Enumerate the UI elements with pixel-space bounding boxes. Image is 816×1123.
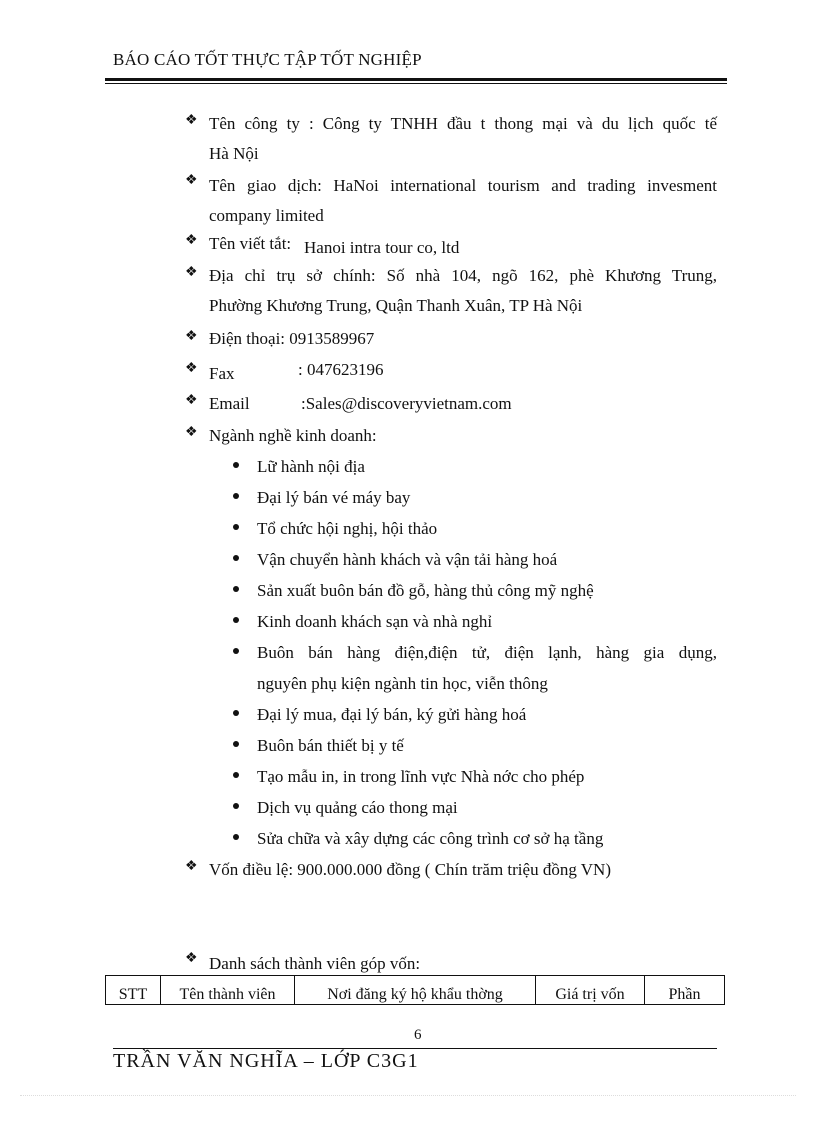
business-line: Đại lý mua, đại lý bán, ký gửi hàng hoá (257, 705, 527, 724)
table-header-cell: STT (106, 976, 161, 1005)
table-header-cell: Phần (645, 976, 725, 1005)
round-bullet-icon (233, 710, 239, 716)
business-line: Sửa chữa và xây dựng các công trình cơ sở hạ tầng (257, 829, 604, 848)
page-number: 6 (414, 1027, 422, 1043)
header-rule-thick (105, 78, 727, 81)
round-bullet-icon (233, 617, 239, 623)
fax-value: : 047623196 (298, 360, 384, 379)
phone-line: Điện thoại: 0913589967 (209, 329, 375, 348)
diamond-bullet-icon: ❖ (185, 859, 198, 874)
trade-name-line-1: Tên giao dịch: HaNoi international tourism and trading invesment (209, 176, 717, 195)
round-bullet-icon (233, 524, 239, 530)
diamond-bullet-icon: ❖ (185, 173, 198, 188)
round-bullet-icon (233, 741, 239, 747)
diamond-bullet-icon: ❖ (185, 393, 198, 408)
round-bullet-icon (233, 493, 239, 499)
table-header-row (106, 976, 725, 1005)
email-value: :Sales@discoveryvietnam.com (301, 394, 512, 413)
table-header-cell: Nơi đăng ký hộ khẩu thờng (295, 976, 536, 1005)
business-line: Dịch vụ quảng cáo thong mại (257, 798, 458, 817)
diamond-bullet-icon: ❖ (185, 951, 198, 966)
business-line: Buôn bán hàng điện,điện tử, điện lạnh, hàng gia dụng, (257, 643, 717, 662)
diamond-bullet-icon: ❖ (185, 233, 198, 248)
business-line: Tạo mẫu in, in trong lĩnh vực Nhà nớc cho phép (257, 767, 585, 786)
round-bullet-icon (233, 648, 239, 654)
round-bullet-icon (233, 462, 239, 468)
table-header-cell: Giá trị vốn (536, 976, 645, 1005)
diamond-bullet-icon: ❖ (185, 113, 198, 128)
business-line: Lữ hành nội địa (257, 457, 365, 476)
capital-line: Vốn điều lệ: 900.000.000 đồng ( Chín trăm triệu đồng VN) (209, 860, 611, 879)
business-line: Buôn bán thiết bị y tế (257, 736, 404, 755)
members-label: Danh sách thành viên góp vốn: (209, 954, 421, 973)
business-line: Sản xuất buôn bán đồ gỗ, hàng thủ công mỹ nghệ (257, 581, 594, 600)
fax-label: Fax (209, 364, 235, 383)
business-line-continuation: nguyên phụ kiện ngành tin học, viễn thông (257, 674, 548, 693)
business-line: Đại lý bán vé máy bay (257, 488, 411, 507)
address-line-1: Địa chỉ trụ sở chính: Số nhà 104, ngõ 162, phè Khương Trung, (209, 266, 717, 285)
business-line: Tổ chức hội nghị, hội thảo (257, 519, 438, 538)
round-bullet-icon (233, 834, 239, 840)
diamond-bullet-icon: ❖ (185, 329, 198, 344)
email-label: Email (209, 394, 250, 413)
trade-name-line-2: company limited (209, 206, 324, 225)
business-line: Vận chuyển hành khách và vận tải hàng hoá (257, 550, 558, 569)
address-line-2: Phường Khương Trung, Quận Thanh Xuân, TP Hà Nội (209, 296, 583, 315)
table-header-cell: Tên thành viên (161, 976, 295, 1005)
diamond-bullet-icon: ❖ (185, 265, 198, 280)
company-name-line-2: Hà Nội (209, 144, 259, 163)
round-bullet-icon (233, 555, 239, 561)
short-name-label: Tên viết tắt: (209, 234, 292, 253)
diamond-bullet-icon: ❖ (185, 361, 198, 376)
round-bullet-icon (233, 586, 239, 592)
header-rule-thin (105, 83, 727, 84)
page-bottom-dotted-line (20, 1095, 796, 1096)
company-name-line-1: Tên công ty : Công ty TNHH đầu t thong mại và du lịch quốc tế (209, 114, 717, 133)
members-table (105, 975, 725, 1005)
footer-rule (113, 1048, 717, 1049)
footer-author: TRẦN VĂN NGHĨA – LỚP C3G1 (113, 1050, 419, 1072)
round-bullet-icon (233, 803, 239, 809)
page-header-title: BÁO CÁO TỐT THỰC TẬP TỐT NGHIỆP (113, 50, 422, 69)
business-line: Kinh doanh khách sạn và nhà nghỉ (257, 612, 493, 631)
business-label: Ngành nghề kinh doanh: (209, 426, 377, 445)
diamond-bullet-icon: ❖ (185, 425, 198, 440)
round-bullet-icon (233, 772, 239, 778)
short-name-value: Hanoi intra tour co, ltd (304, 238, 460, 257)
